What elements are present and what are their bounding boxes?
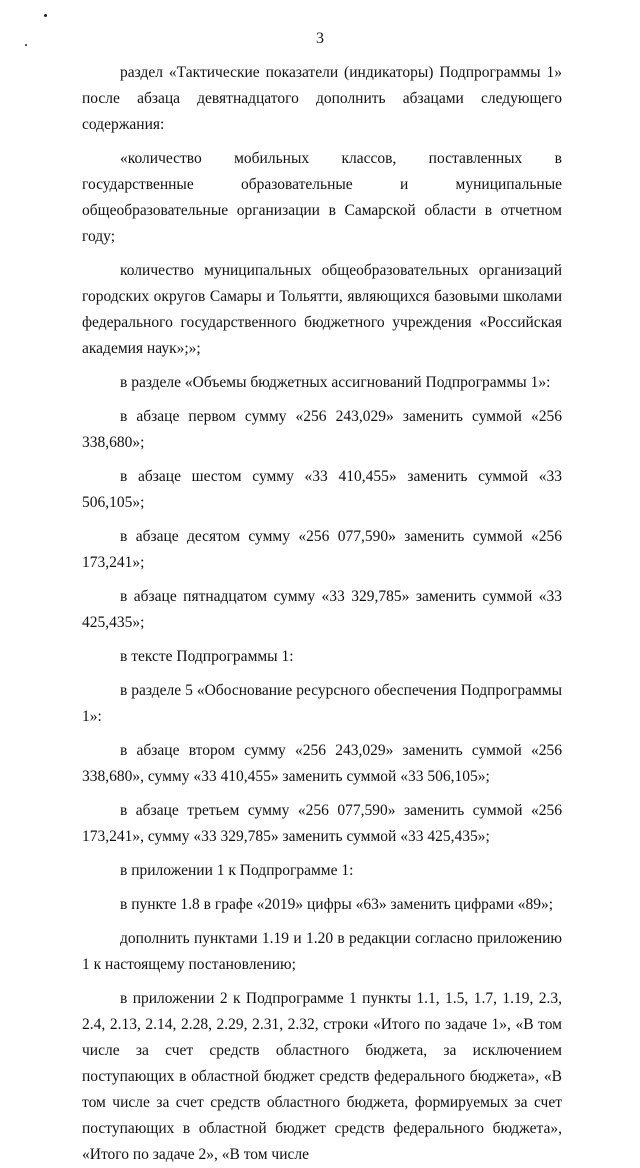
paragraph: в абзаце шестом сумму «33 410,455» заменить суммой «33 506,105»;	[82, 468, 562, 511]
paragraph: в абзаце первом сумму «256 243,029» заменить суммой «256 338,680»;	[82, 408, 562, 451]
paragraph: в абзаце десятом сумму «256 077,590» заменить суммой «256 173,241»;	[82, 528, 562, 571]
paragraph: в разделе 5 «Обоснование ресурсного обеспечения Подпрограммы 1»:	[82, 682, 562, 725]
paragraph: в приложении 2 к Подпрограмме 1 пункты 1.1, 1.5, 1.7, 1.19, 2.3, 2.4, 2.13, 2.14, 2.28, 2.29, 2.31, 2.32, строки «Итого по задаче 1», «В том числе за счет средств областного бюджета, за исключением поступающих в областной бюджет средств федерального бюджета», «В том числе за счет средств областного бюджета, формируемых за счет поступающих в областной бюджет средств федерального бюджета», «Итого по задаче 2», «В том числе	[82, 990, 562, 1163]
paragraph: в пункте 1.8 в графе «2019» цифры «63» заменить цифрами «89»;	[120, 896, 554, 913]
paragraph: дополнить пунктами 1.19 и 1.20 в редакции согласно приложению 1 к настоящему постановлению;	[82, 930, 562, 973]
document-body	[82, 60, 562, 1168]
paragraph: количество муниципальных общеобразовательных организаций городских округов Самары и Тольятти, являющихся базовыми школами федерального государственного бюджетного учреждения «Российская академия наук»;»;	[82, 262, 562, 357]
page-number: 3	[316, 30, 324, 47]
paragraph: «количество мобильных классов, поставленных в государственные образовательные и муниципальные общеобразовательные организации в Самарской области в отчетном году;	[82, 150, 562, 245]
paragraph: в приложении 1 к Подпрограмме 1:	[120, 862, 354, 879]
paragraph: в абзаце втором сумму «256 243,029» заменить суммой «256 338,680», сумму «33 410,455» заменить суммой «33 506,105»;	[82, 742, 562, 785]
scan-speck	[44, 14, 47, 17]
paragraph: в абзаце третьем сумму «256 077,590» заменить суммой «256 173,241», сумму «33 329,785» заменить суммой «33 425,435»;	[82, 802, 562, 845]
paragraph: в разделе «Объемы бюджетных ассигнований Подпрограммы 1»:	[120, 374, 551, 391]
paragraph: раздел «Тактические показатели (индикаторы) Подпрограммы 1» после абзаца девятнадцатого дополнить абзацами следующего содержания:	[82, 64, 562, 133]
paragraph: в абзаце пятнадцатом сумму «33 329,785» заменить суммой «33 425,435»;	[82, 588, 562, 631]
paragraph: в тексте Подпрограммы 1:	[120, 648, 294, 665]
